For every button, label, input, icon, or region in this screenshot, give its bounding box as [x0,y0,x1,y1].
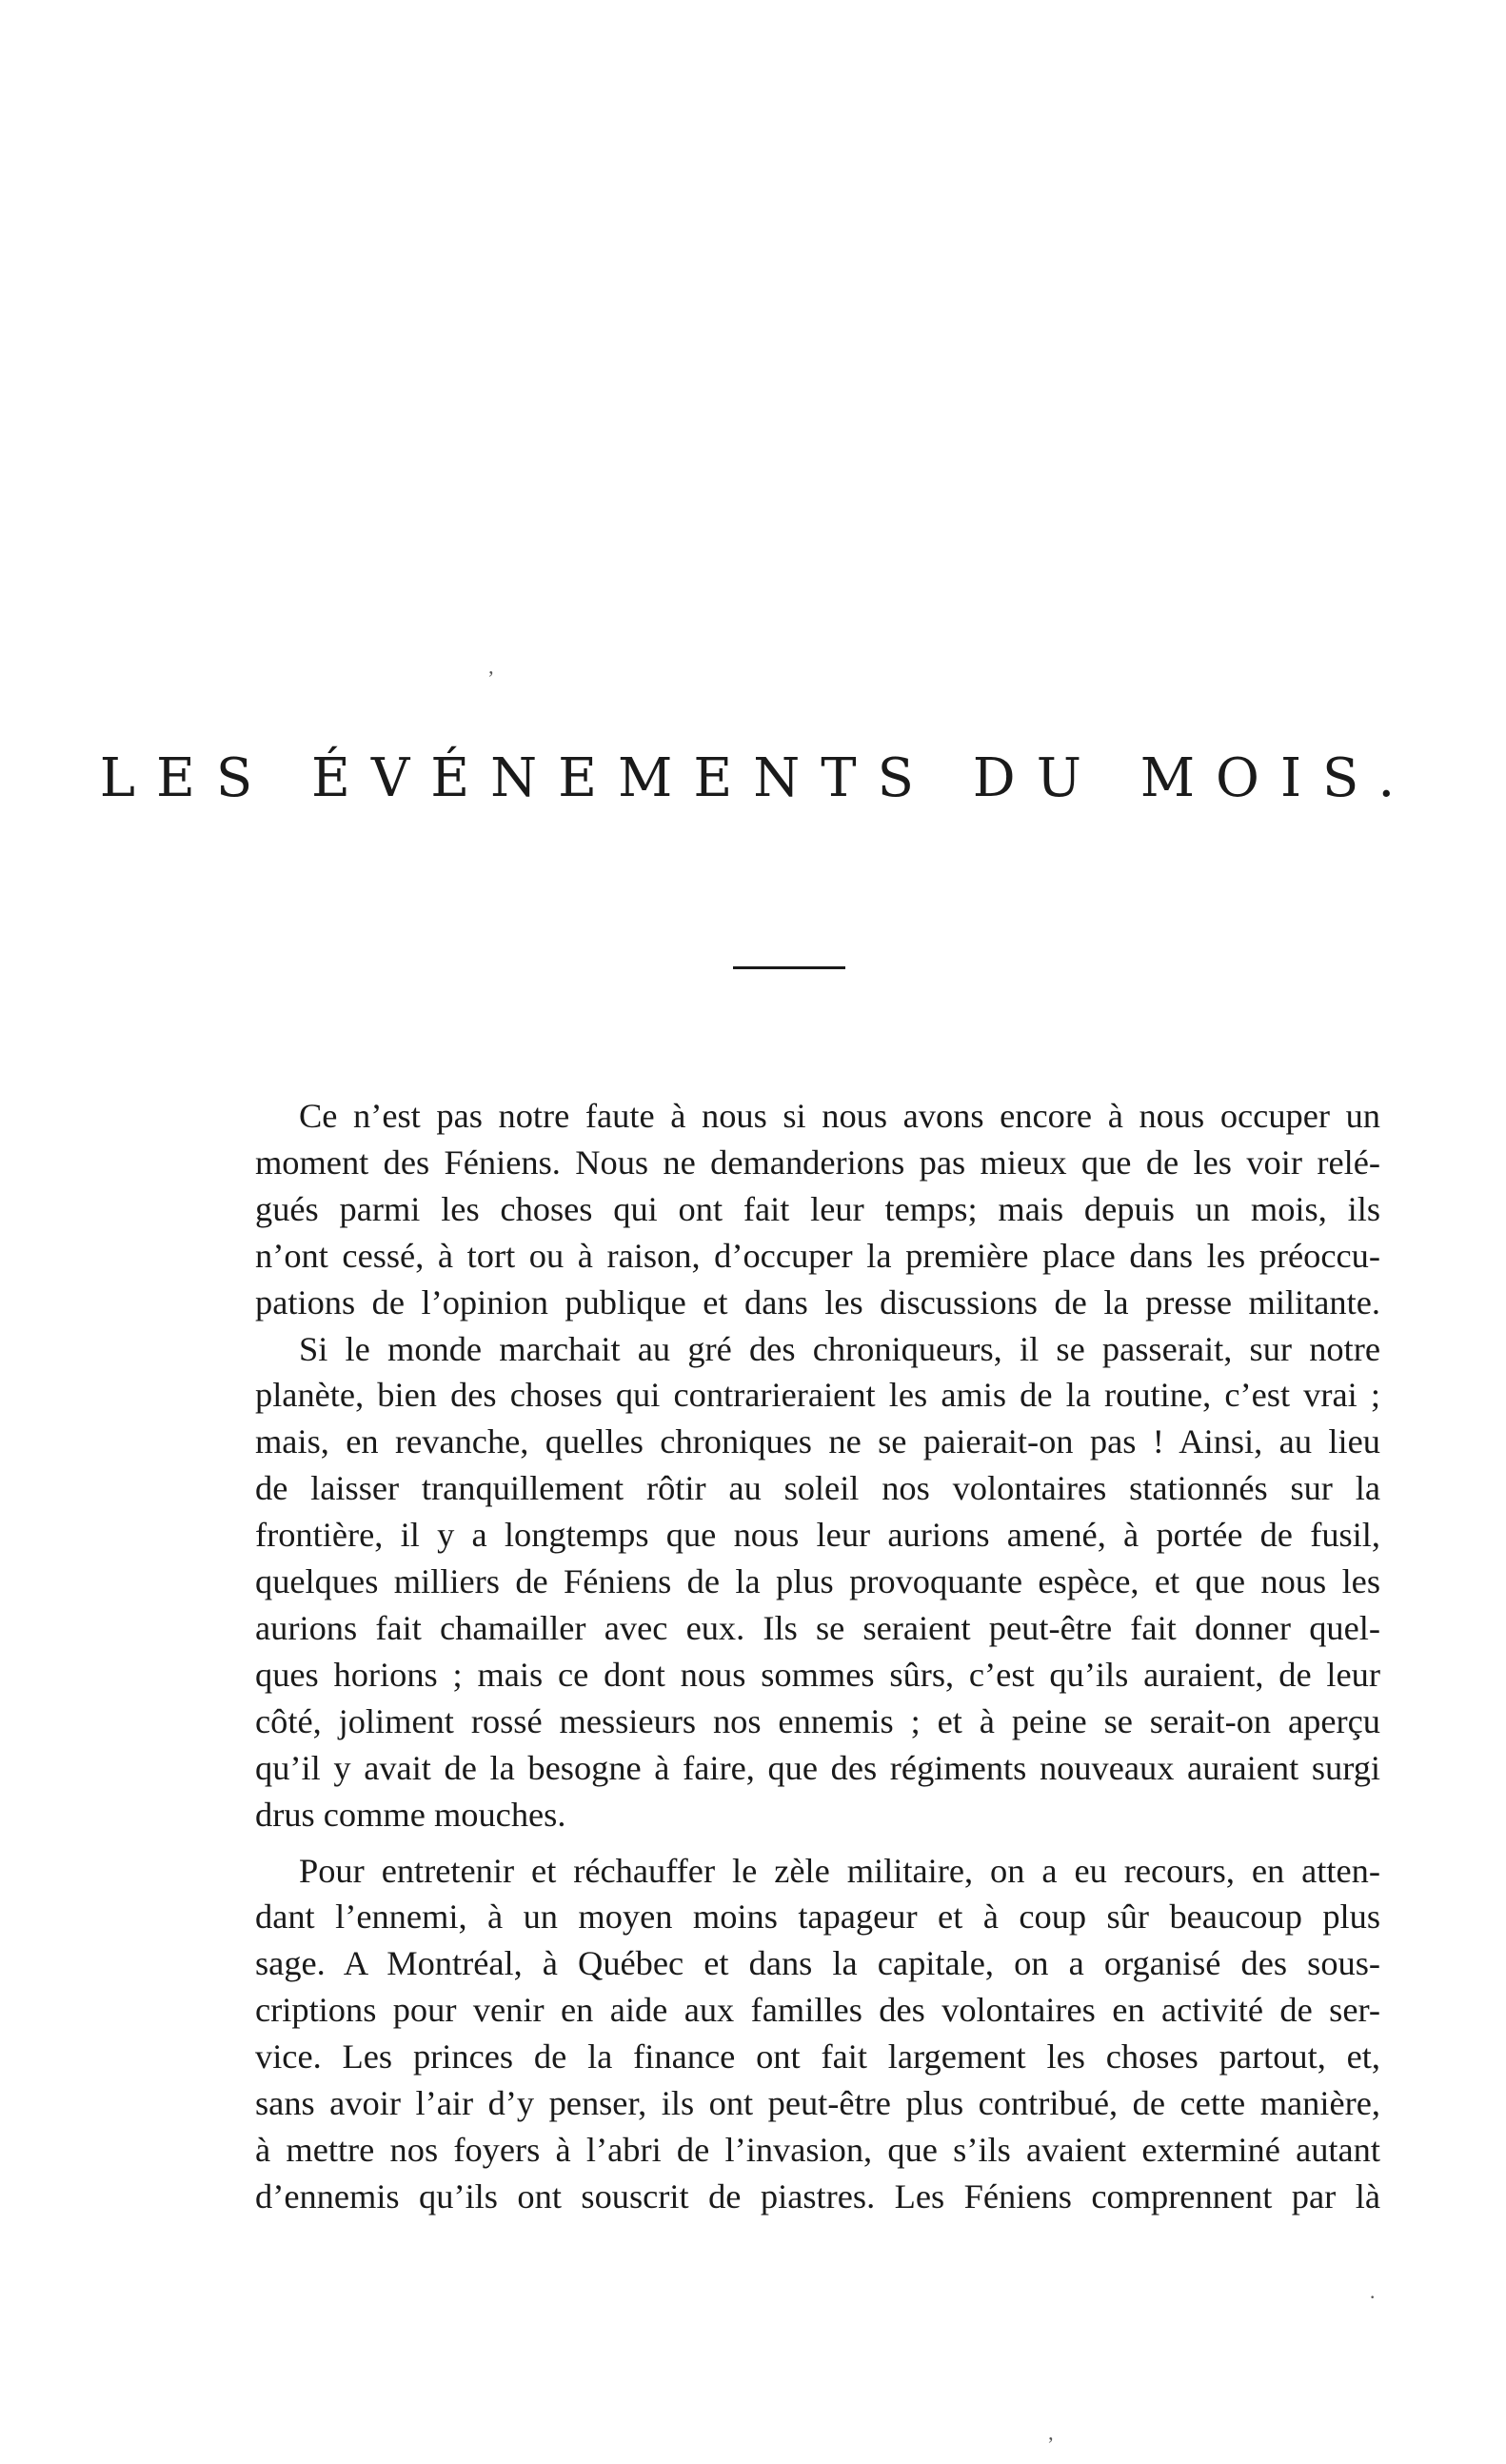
text-line: sage. A Montréal, à Québec et dans la capitale, on a organisé des sous- [255,1944,1380,1983]
paragraph-2 [211,1326,1380,1838]
text-line: Pour entretenir et réchauffer le zèle militaire, on a eu recours, en atten- [299,1851,1380,1890]
text-line: aurions fait chamailler avec eux. Ils se seraient peut-être fait donner quel- [255,1608,1380,1647]
text-line: pations de l’opinion publique et dans les discussions de la presse militante. [255,1282,1380,1321]
article-body [211,1093,1380,2220]
text-line: à mettre nos foyers à l’abri de l’invasion, que s’ils avaient exterminé autant [255,2130,1380,2169]
stray-print-mark: · [1369,2285,1377,2309]
text-line: frontière, il y a longtemps que nous leur aurions amené, à portée de fusil, [255,1516,1380,1555]
stray-print-mark: ʼ [1047,2433,1055,2456]
text-line: quelques milliers de Féniens de la plus provoquante espèce, et que nous les [255,1562,1380,1601]
chapter-title: LES ÉVÉNEMENTS DU MOIS. [99,747,1417,809]
text-line: Si le monde marchait au gré des chroniqueurs, il se passerait, sur notre [299,1329,1380,1368]
text-line: mais, en revanche, quelles chroniques ne se paierait-on pas ! Ainsi, au lieu [255,1422,1380,1461]
text-line: planète, bien des choses qui contrarieraient les amis de la routine, c’est vrai ; [255,1376,1380,1415]
text-line: drus comme mouches. [255,1795,566,1834]
text-line: criptions pour venir en aide aux familles des volontaires en activité de ser- [255,1991,1380,2030]
text-line: moment des Féniens. Nous ne demanderions pas mieux que de les voir relé- [255,1143,1380,1182]
text-line: vice. Les princes de la finance ont fait largement les choses partout, et, [255,2037,1380,2077]
text-line: Ce n’est pas notre faute à nous si nous avons encore à nous occuper un [299,1097,1380,1135]
text-line: côté, joliment rossé messieurs nos ennemis ; et à peine se serait-on aperçu [255,1701,1380,1740]
text-line: ques horions ; mais ce dont nous sommes sûrs, c’est qu’ils auraient, de leur [255,1655,1380,1694]
text-line: gués parmi les choses qui ont fait leur temps; mais depuis un mois, ils [255,1189,1380,1228]
paragraph-1 [211,1093,1380,1326]
text-line: n’ont cessé, à tort ou à raison, d’occuper la première place dans les préoccu- [255,1236,1380,1275]
text-line: qu’il y avait de la besogne à faire, que des régiments nouveaux auraient surgi [255,1748,1380,1787]
text-line: d’ennemis qu’ils ont souscrit de piastres. Les Féniens comprennent par là [255,2176,1380,2216]
paragraph-3 [211,1848,1380,2220]
text-line: dant l’ennemi, à un moyen moins tapageur et à coup sûr beaucoup plus [255,1898,1380,1937]
text-line: sans avoir l’air d’y penser, ils ont peut-être plus contribué, de cette manière, [255,2084,1380,2123]
title-divider [733,966,845,969]
stray-print-mark: ʼ [487,666,495,690]
text-line: de laisser tranquillement rôtir au soleil nos volontaires stationnés sur la [255,1469,1380,1508]
